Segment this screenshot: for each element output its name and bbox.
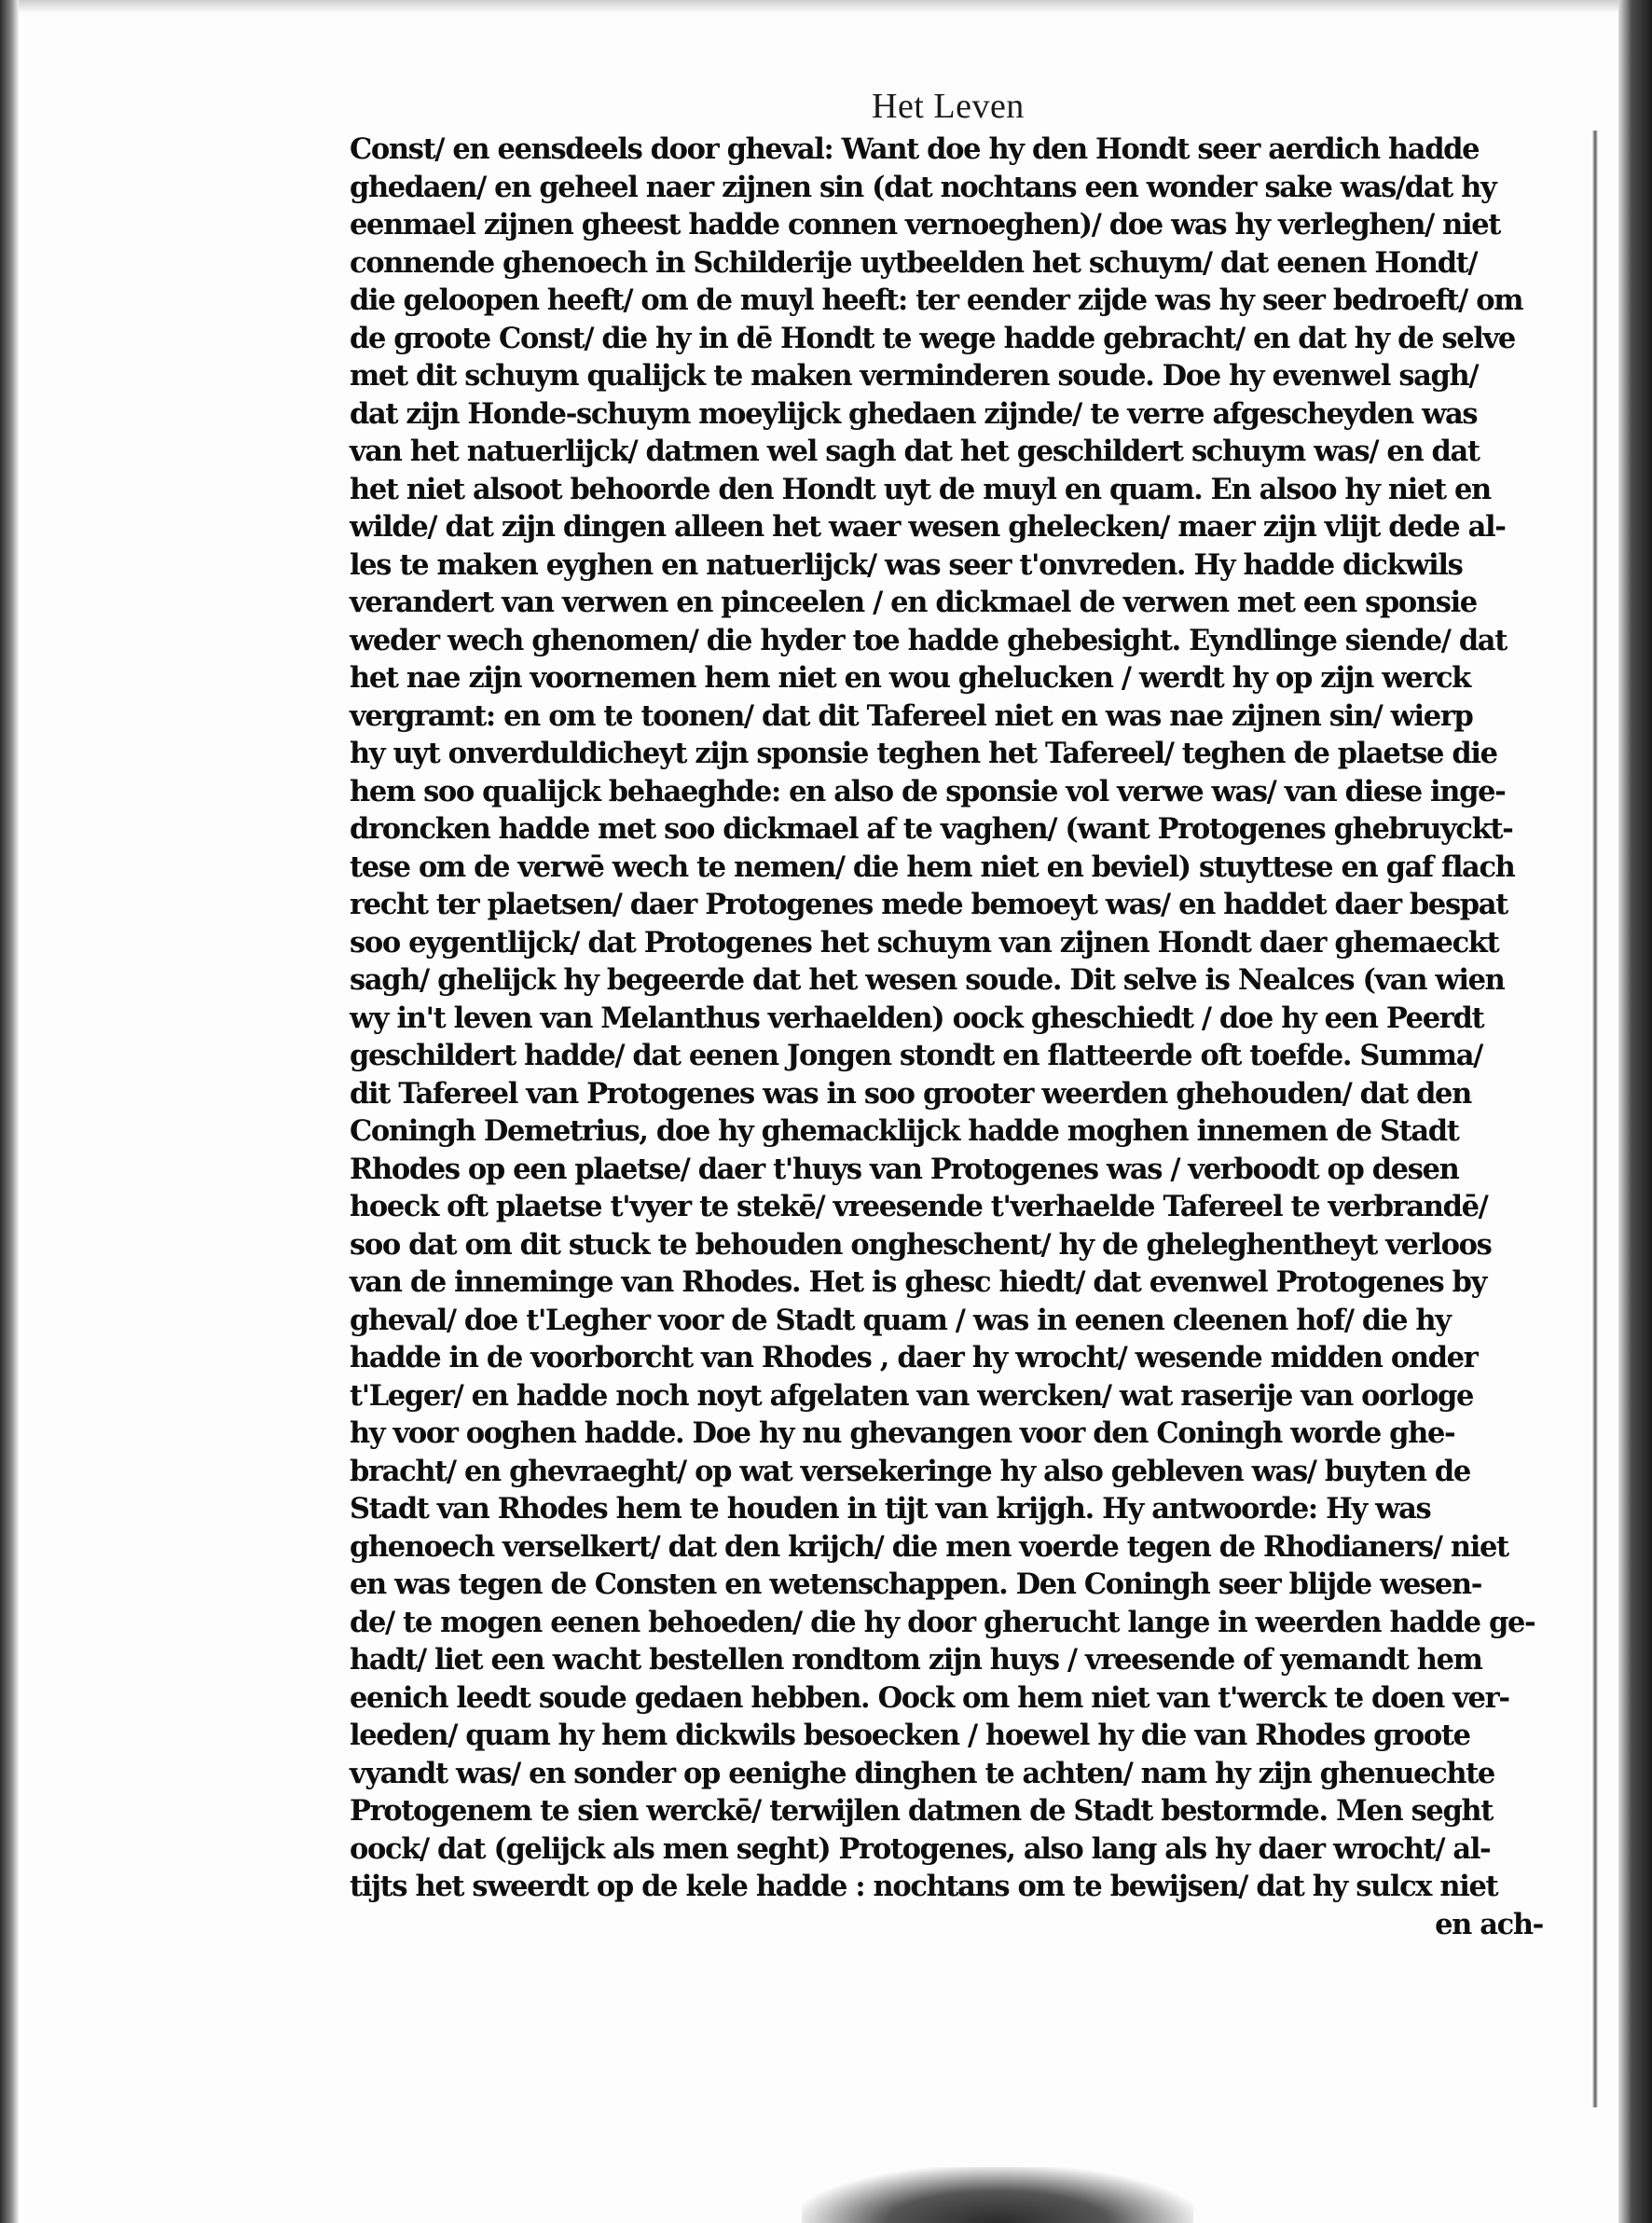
text-line: eenmael zijnen gheest hadde connen vernoeghen)/ doe was hy verleghen/ niet [350, 208, 1500, 242]
running-header: Het Leven [872, 87, 1025, 126]
text-line: geschildert hadde/ dat eenen Jongen stondt en flatteerde oft toefde. Summa/ [350, 1039, 1482, 1072]
text-line: sagh/ ghelijck hy begeerde dat het wesen soude. Dit selve is Nealces (van wien [350, 963, 1505, 997]
text-line: wy in't leven van Melanthus verhaelden) oock gheschiedt / doe hy een Peerdt [350, 1001, 1484, 1035]
scan-top-shadow [0, 0, 1652, 13]
text-line: hadde in de voorborcht van Rhodes , daer hy wrocht/ wesende midden onder [350, 1341, 1478, 1374]
text-line: het niet alsoot behoorde den Hondt uyt de muyl en quam. En alsoo hy niet en [350, 472, 1491, 506]
page-fold-line [1592, 131, 1598, 2107]
text-line: leeden/ quam hy hem dickwils besoecken / hoewel hy die van Rhodes groote [350, 1719, 1470, 1752]
text-line: soo eygentlijck/ dat Protogenes het schuym van zijnen Hondt daer ghemaeckt [350, 925, 1499, 960]
text-line: tijts het sweerdt op de kele hadde : nochtans om te bewijsen/ dat hy sulcx niet [350, 1870, 1498, 1903]
text-line: t'Leger/ en hadde noch noyt afgelaten van wercken/ wat raserije van oorloge [350, 1378, 1474, 1413]
text-line: dat zijn Honde-schuym moeylijck ghedaen zijnde/ te verre afgescheyden was [350, 396, 1478, 431]
text-line: connende ghenoech in Schilderije uytbeelden het schuym/ dat eenen Hondt/ [350, 245, 1478, 280]
text-line: vergramt: en om te toonen/ dat dit Tafereel niet en was nae zijnen sin/ wierp [350, 698, 1473, 733]
text-line: weder wech ghenomen/ die hyder toe hadde ghebesight. Eyndlinge siende/ dat [350, 623, 1507, 657]
text-line: en ach- [1435, 1907, 1543, 1941]
text-line: hadt/ liet een wacht bestellen rondtom zijn huys / vreesende of yemandt hem [350, 1643, 1482, 1677]
scan-left-shadow [0, 0, 19, 2223]
scan-right-edge [1618, 0, 1652, 2223]
text-line: vyandt was/ en sonder op eenighe dinghen te achten/ nam hy zijn ghenuechte [350, 1756, 1494, 1790]
text-line: soo dat om dit stuck te behouden ongheschent/ hy de gheleghentheyt verloos [350, 1227, 1492, 1262]
text-line: en was tegen de Consten en wetenschappen. Den Coningh seer blijde wesen- [350, 1567, 1482, 1601]
text-line: wilde/ dat zijn dingen alleen het waer wesen ghelecken/ maer zijn vlijt dede al- [350, 510, 1506, 544]
body-text [350, 131, 1580, 1943]
text-line: hoeck oft plaetse t'vyer te stekē/ vreesende t'verhaelde Tafereel te verbrandē/ [350, 1190, 1488, 1223]
text-line: hy uyt onverduldicheyt zijn sponsie teghen het Tafereel/ teghen de plaetse die [350, 737, 1497, 770]
text-line: Stadt van Rhodes hem te houden in tijt van krijgh. Hy antwoorde: Hy was [350, 1492, 1431, 1526]
scan-bottom-shadow [802, 2167, 1193, 2223]
text-line: eenich leedt soude gedaen hebben. Oock om hem niet van t'werck te doen ver- [350, 1680, 1509, 1715]
text-line: het nae zijn voornemen hem niet en wou ghelucken / werdt hy op zijn werck [350, 661, 1470, 695]
text-line: oock/ dat (gelijck als men seght) Protogenes, also lang als hy daer wrocht/ al- [350, 1831, 1491, 1866]
text-line: ghenoech verselkert/ dat den krijch/ die men voerde tegen de Rhodianers/ niet [350, 1529, 1508, 1564]
text-line: de groote Const/ die hy in dē Hondt te wege hadde gebracht/ en dat hy de selve [350, 321, 1515, 355]
text-line: de/ te mogen eenen behoeden/ die hy door gherucht lange in weerden hadde ge- [350, 1605, 1535, 1639]
text-line: van het natuerlijck/ datmen wel sagh dat het geschildert schuym was/ en dat [350, 435, 1480, 468]
text-line: ghedaen/ en geheel naer zijnen sin (dat nochtans een wonder sake was/dat hy [350, 170, 1496, 204]
text-line: Coningh Demetrius, doe hy ghemacklijck hadde moghen innemen de Stadt [350, 1114, 1459, 1148]
text-line: bracht/ en ghevraeght/ op wat versekeringe hy also gebleven was/ buyten de [350, 1454, 1470, 1488]
text-line: Protogenem te sien werckē/ terwijlen datmen de Stadt bestormde. Men seght [350, 1794, 1493, 1828]
text-line: hy voor ooghen hadde. Doe hy nu ghevangen voor den Coningh worde ghe- [350, 1416, 1455, 1450]
text-line: die geloopen heeft/ om de muyl heeft: ter eender zijde was hy seer bedroeft/ om [350, 283, 1523, 317]
text-line: met dit schuym qualijck te maken verminderen soude. Doe hy evenwel sagh/ [350, 359, 1479, 393]
text-line: gheval/ doe t'Legher voor de Stadt quam / was in eenen cleenen hof/ die hy [350, 1303, 1451, 1337]
text-line: dit Tafereel van Protogenes was in soo grooter weerden ghehouden/ dat den [350, 1076, 1471, 1111]
text-line: Rhodes op een plaetse/ daer t'huys van Protogenes was / verboodt op desen [350, 1152, 1459, 1186]
text-line: hem soo qualijck behaeghde: en also de sponsie vol verwe was/ van diese inge- [350, 774, 1506, 808]
text-line: van de inneminge van Rhodes. Het is ghesc hiedt/ dat evenwel Protogenes by [350, 1265, 1486, 1299]
text-line: recht ter plaetsen/ daer Protogenes mede bemoeyt was/ en haddet daer bespat [350, 888, 1507, 921]
text-line: Const/ en eensdeels door gheval: Want doe hy den Hondt seer aerdich hadde [350, 132, 1480, 166]
text-line: droncken hadde met soo dickmael af te vaghen/ (want Protogenes ghebruyckt- [350, 812, 1513, 846]
text-line: les te maken eyghen en natuerlijck/ was seer t'onvreden. Hy hadde dickwils [350, 547, 1463, 582]
text-line: verandert van verwen en pinceelen / en dickmael de verwen met een sponsie [350, 586, 1477, 619]
text-line: tese om de verwē wech te nemen/ die hem niet en beviel) stuyttese en gaf flach [350, 849, 1515, 884]
